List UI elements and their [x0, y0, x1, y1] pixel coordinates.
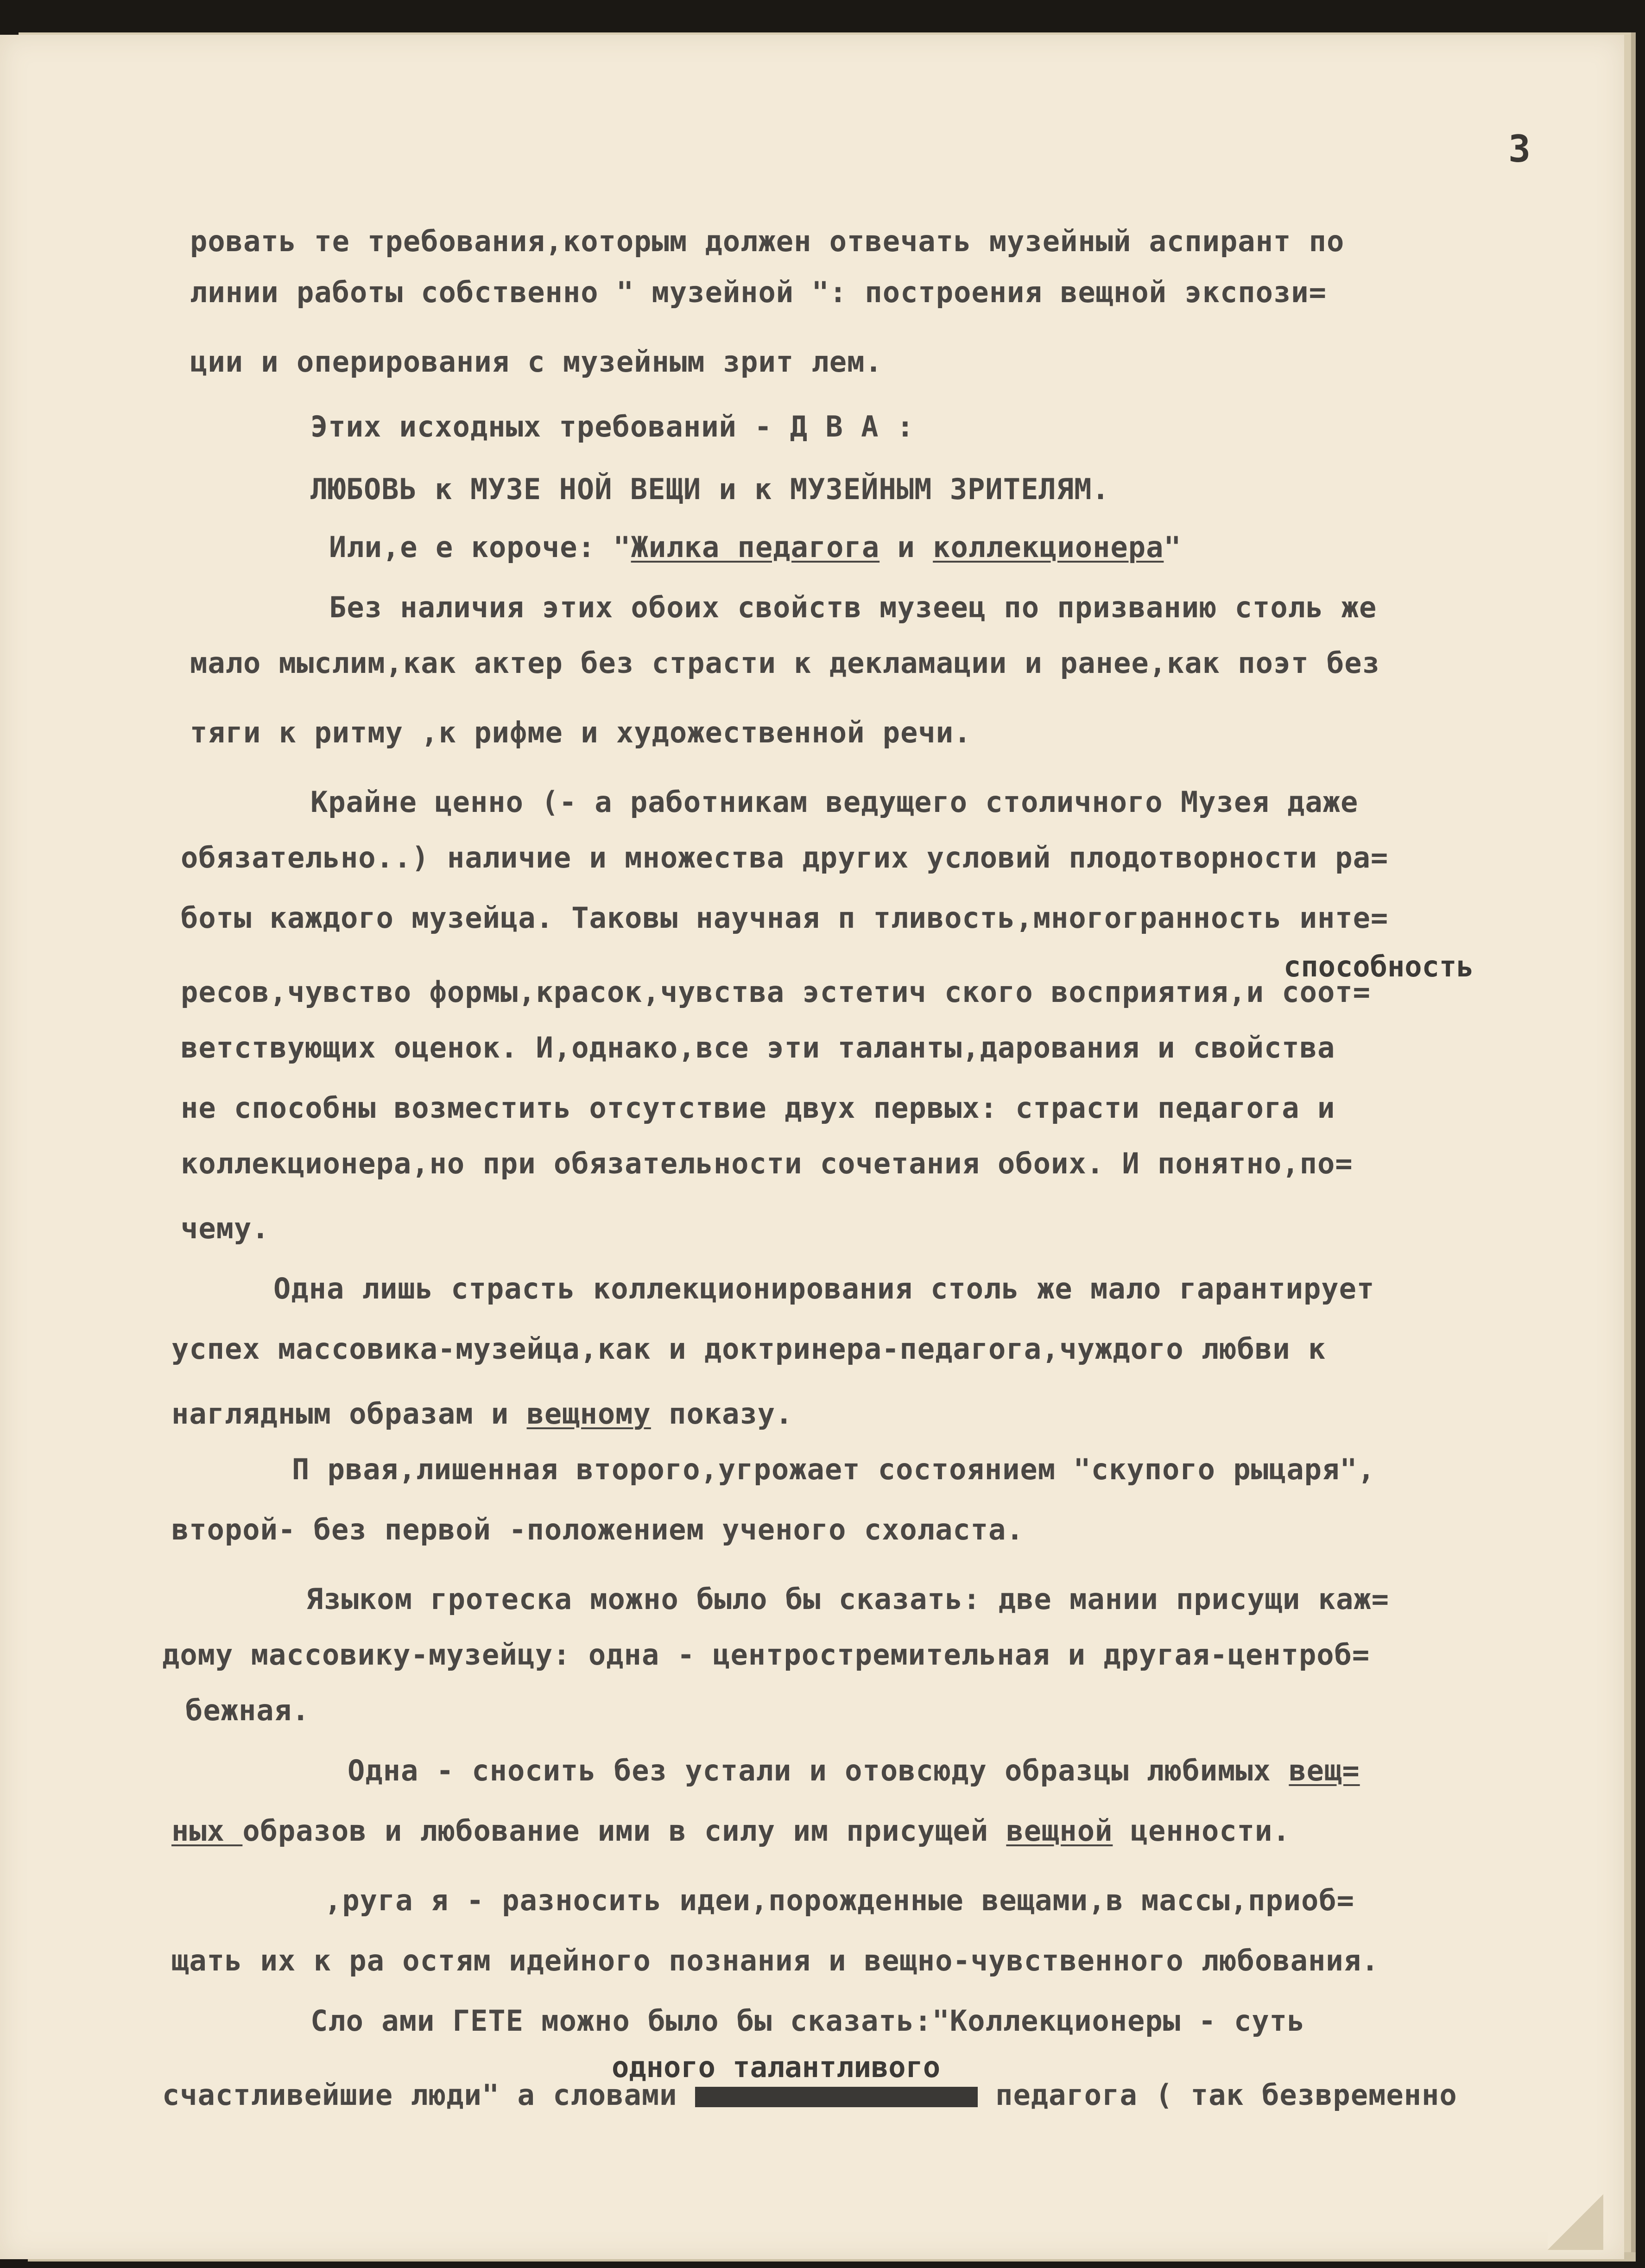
word-veshch-break: вещ=: [1289, 1754, 1360, 1787]
text-line-19: успех массовика-музейца,как и доктринера-педагога,чуждого любви к: [171, 1332, 1326, 1366]
text-line-26: [348, 1756, 1360, 1785]
line-26-text: Одна - сносить без устали и отовсюду образцы любимых: [348, 1754, 1289, 1787]
line-6-and: и: [879, 530, 933, 564]
text-line-12: боты каждого музейца. Таковы научная п тливость,многогранность инте=: [181, 901, 1389, 935]
text-line-8: мало мыслим,как актер без страсти к декламации и ранее,как поэт без: [190, 646, 1380, 680]
page-corner-fold: [1548, 2194, 1603, 2250]
text-line-25: бежная.: [185, 1693, 310, 1727]
text-line-24: дому массовику-музейцу: одна - центростремительная и другая-центроб=: [162, 1638, 1370, 1672]
word-veshchnoy: вещной: [1006, 1814, 1113, 1848]
text-line-16: коллекционера,но при обязательности сочетания обоих. И понятно,по=: [181, 1147, 1353, 1180]
text-line-6: [329, 530, 1182, 564]
text-line-3: ции и оперирования с музейным зрит лем.: [190, 345, 883, 379]
line-31-prefix: счастливейшие люди" а словами: [162, 2078, 695, 2112]
word-nykh: ных: [171, 1814, 243, 1848]
struck-out-word: [695, 2087, 978, 2107]
text-line-7: Без наличия этих обоих свойств музеец по призванию столь же: [329, 590, 1377, 624]
line-6-quote: ": [1164, 530, 1182, 564]
text-line-30: Сло ами ГЕТЕ можно было бы сказать:"Коллекционеры - суть: [310, 2004, 1305, 2038]
line-20-prefix: наглядным образам и: [171, 1397, 527, 1431]
inserted-phrase-odnogo-talantlivogo: одного талантливого: [612, 2050, 941, 2084]
text-line-11: обязательно..) наличие и множества других условий плодотворности ра=: [181, 841, 1389, 874]
text-line-29: щать их к ра остям идейного познания и вещно-чувственного любования.: [171, 1944, 1379, 1977]
phrase-kollektsionera: коллекционера: [933, 530, 1164, 564]
word-veshchnomu: вещному: [526, 1397, 651, 1431]
line-27-text: образов и любование ими в силу им присущей: [242, 1814, 1006, 1848]
text-line-1: ровать те требования,которым должен отвечать музейный аспирант по: [190, 224, 1345, 258]
text-line-15: не способны возместить отсутствие двух первых: страсти педагога и: [181, 1091, 1335, 1125]
line-20-suffix: показу.: [651, 1397, 793, 1431]
text-line-23: Языком гротеска можно было бы сказать: две мании присущи каж=: [306, 1582, 1389, 1616]
text-line-9: тяги к ритму ,к рифме и художественной речи.: [190, 716, 972, 749]
text-line-13: ресов,чувство формы,красок,чувства эстетич ского восприятия,и соот=: [181, 975, 1371, 1009]
phrase-zhilka-pedagoga: Жилка педагога: [631, 530, 880, 564]
text-line-17: чему.: [181, 1211, 270, 1245]
text-line-4: Этих исходных требований - Д В А :: [310, 410, 915, 443]
line-6-prefix: Или,е е короче: ": [329, 530, 631, 564]
text-line-28: ,руга я - разносить идеи,порожденные вещами,в массы,приоб=: [324, 1883, 1354, 1917]
text-line-22: второй- без первой -положением ученого схоласта.: [171, 1513, 1024, 1546]
text-line-10: Крайне ценно (- а работникам ведущего столичного Музея даже: [310, 785, 1359, 819]
text-line-21: П рвая,лишенная второго,угрожает состоянием "скупого рыцаря",: [292, 1452, 1375, 1486]
text-line-31: [162, 2078, 1457, 2112]
text-line-20: [171, 1397, 793, 1431]
line-31-suffix: педагога ( так безвременно: [977, 2078, 1457, 2112]
line-27-suffix: ценности.: [1113, 1814, 1291, 1848]
inserted-word-sposobnost: способность: [1284, 950, 1474, 983]
text-line-18: Одна лишь страсть коллекционирования столь же мало гарантирует: [273, 1272, 1375, 1305]
text-line-2: линии работы собственно " музейной ": построения вещной экспози=: [190, 275, 1327, 309]
text-line-5: ЛЮБОВЬ к МУЗЕ НОЙ ВЕЩИ и к МУЗЕЙНЫМ ЗРИТЕЛЯМ.: [310, 472, 1110, 506]
text-line-14: ветствующих оценок. И,однако,все эти таланты,дарования и свойства: [181, 1031, 1335, 1064]
text-line-27: [171, 1814, 1291, 1848]
page-number: 3: [1508, 127, 1531, 171]
